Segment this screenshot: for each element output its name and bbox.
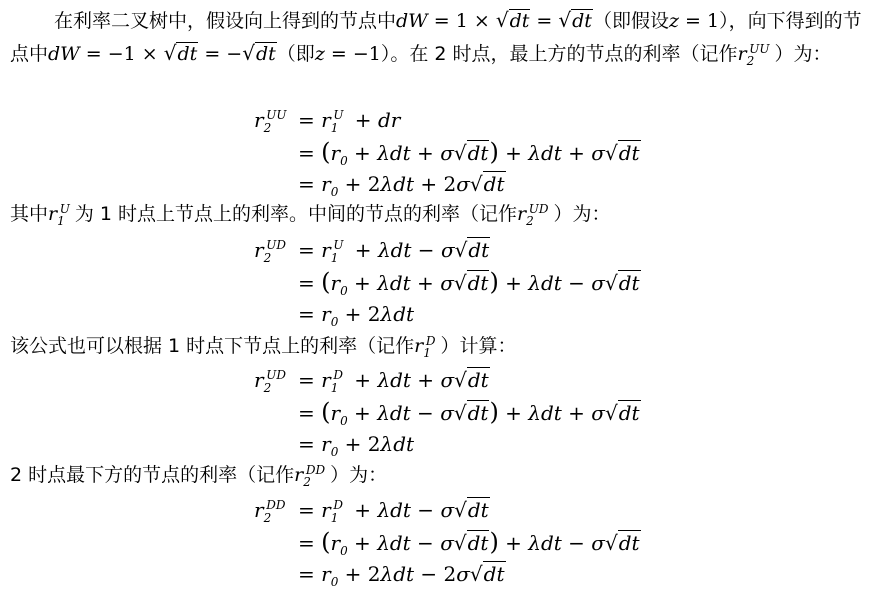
- intro-text-6: ）为：: [774, 43, 832, 65]
- math-r2UU: $r_2^{UU}$: [737, 41, 770, 68]
- eq-dd-line-3: = $r_0 + 2\lambda dt - 2\sigma√dt$: [298, 562, 505, 589]
- math-r2UD: $r_2^{UD}$: [517, 201, 549, 228]
- math-r1D: $r_1^D$: [414, 333, 436, 360]
- text-after-ud-alt: [10, 459, 880, 491]
- math-dW-up: dW = 1 × √dt = √dt: [396, 8, 592, 32]
- eq-dd-line-2: = $(r_0 + \lambda dt - \sigma√dt) + \lambda dt - \sigma√dt$: [298, 528, 640, 558]
- after-uu-text-2: 为 1 时点上节点上的利率。中间的节点的利率（记作: [74, 203, 518, 225]
- equations-uu: [254, 104, 874, 200]
- math-r1U: $r_1^U$: [48, 201, 70, 228]
- after-ud2-text-1: 2 时点最下方的节点的利率（记作: [10, 464, 295, 486]
- after-ud-text-2: ）计算：: [440, 335, 517, 357]
- intro-text-2: （即假设: [592, 10, 669, 32]
- eq-ud2-line-2: = $(r_0 + \lambda dt - \sigma√dt) + \lambda dt + \sigma√dt$: [298, 398, 640, 428]
- text-after-ud: [10, 330, 880, 362]
- eq-ud-line-1: $r_2^{UD}$ = $r_1^U + \lambda dt - \sigma√dt$: [254, 238, 490, 265]
- math-z-eq-neg1: z = −1: [314, 43, 381, 65]
- intro-text-1: 在利率二叉树中，假设向上得到的节点中: [54, 10, 397, 32]
- after-uu-text-1: 其中: [10, 203, 49, 225]
- text-after-uu: [10, 198, 880, 230]
- intro-text-5: ）。在 2 时点，最上方的节点的利率（记作: [380, 43, 738, 65]
- eq-ud-line-2: = $(r_0 + \lambda dt + \sigma√dt) + \lambda dt - \sigma√dt$: [298, 268, 640, 298]
- intro-paragraph: [10, 4, 880, 70]
- math-dW-down: dW = −1 × √dt = −√dt: [48, 41, 276, 65]
- after-ud-text-1: 该公式也可以根据 1 时点下节点上的利率（记作: [10, 335, 415, 357]
- eq-uu-line-1: $r_2^{UU}$ = $r_1^U$ + dr: [254, 108, 401, 135]
- eq-uu-line-3: = $r_0 + 2\lambda dt + 2\sigma√dt$: [298, 172, 505, 199]
- eq-uu-line-2: = $(r_0 + \lambda dt + \sigma√dt) + \lambda dt + \sigma√dt$: [298, 138, 640, 168]
- equations-dd: [254, 494, 874, 590]
- math-r2DD: $r_2^{DD}$: [294, 462, 326, 489]
- eq-ud2-line-3: = $r_0 + 2\lambda dt$: [298, 432, 415, 459]
- math-z-eq-1: z = 1: [668, 10, 720, 32]
- after-ud2-text-2: ）为：: [330, 464, 388, 486]
- eq-ud-line-3: = $r_0 + 2\lambda dt$: [298, 302, 415, 329]
- intro-text-4: （即: [276, 43, 315, 65]
- eq-dd-line-1: $r_2^{DD}$ = $r_1^D + \lambda dt - \sigma√dt$: [254, 498, 489, 525]
- equations-ud-alt: [254, 364, 874, 460]
- after-uu-text-3: ）为：: [553, 203, 611, 225]
- equations-ud: [254, 234, 874, 330]
- eq-ud2-line-1: $r_2^{UD}$ = $r_1^D + \lambda dt + \sigma√dt$: [254, 368, 489, 395]
- intro-text-3: ），向下得到的节点中: [10, 10, 862, 65]
